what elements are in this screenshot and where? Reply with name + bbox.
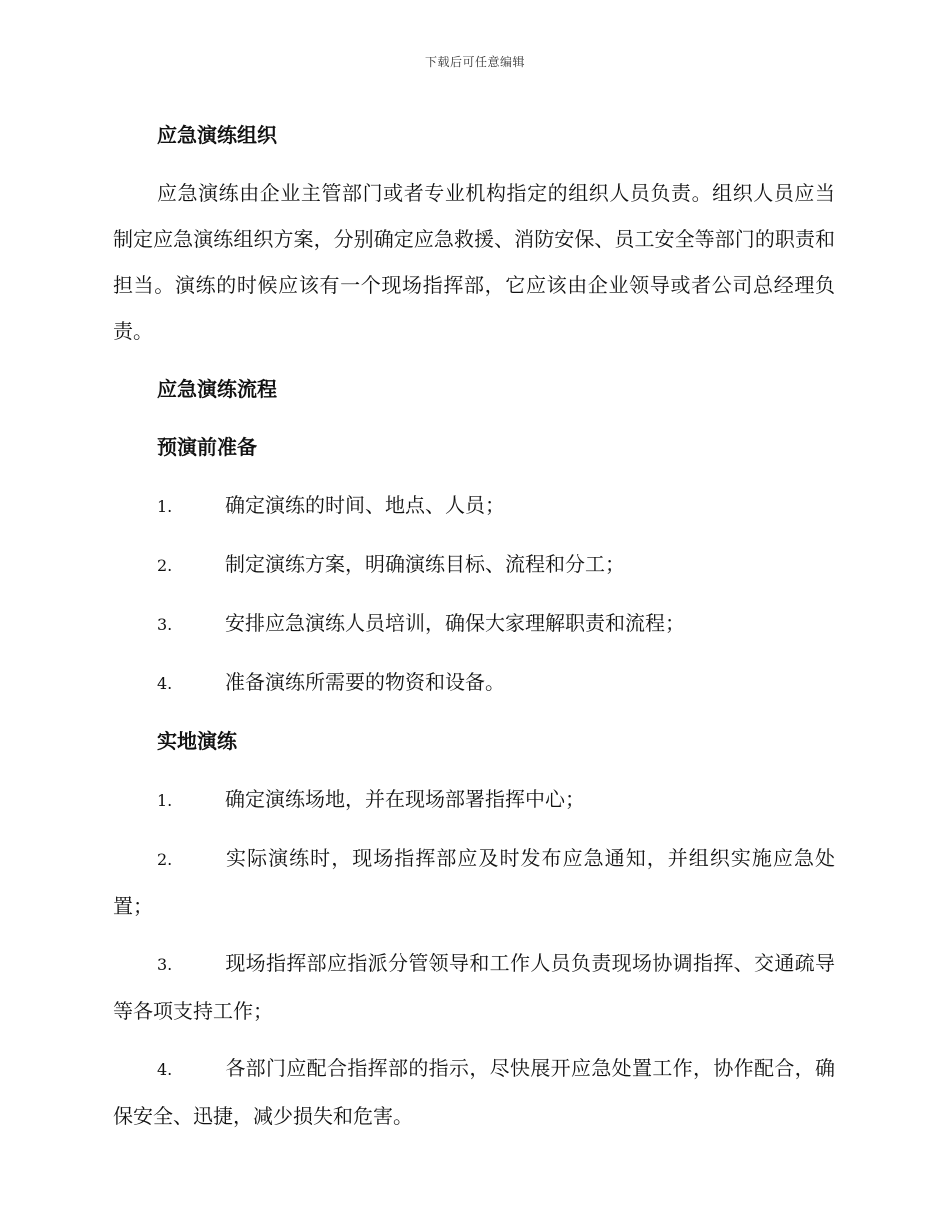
list-number: 3. — [157, 615, 173, 634]
list-item — [113, 940, 835, 1034]
list-number: 3. — [157, 955, 173, 974]
list-item — [113, 1045, 835, 1139]
subsection-title-preparation: 预演前准备 — [157, 435, 257, 459]
list-number: 2. — [157, 556, 173, 575]
list-number: 4. — [157, 1060, 173, 1079]
list-item — [113, 482, 835, 530]
section-title-organization: 应急演练组织 — [157, 123, 277, 147]
list-item — [113, 659, 835, 707]
list-text: 确定演练场地，并在现场部署指挥中心； — [225, 787, 585, 811]
section-title-process: 应急演练流程 — [157, 377, 277, 401]
list-text: 准备演练所需要的物资和设备。 — [225, 670, 505, 694]
list-item — [113, 600, 835, 648]
list-text: 安排应急演练人员培训，确保大家理解职责和流程； — [225, 611, 685, 635]
list-number: 1. — [157, 497, 173, 516]
list-number: 4. — [157, 674, 173, 693]
list-text: 各部门应配合指挥部的指示，尽快展开应急处置工作，协作配合，确保安全、迅捷，减少损失和危害。 — [113, 1056, 835, 1128]
list-number: 1. — [157, 791, 173, 810]
page-header-note: 下载后可任意编辑 — [424, 55, 525, 69]
list-number: 2. — [157, 850, 173, 869]
list-text: 制定演练方案，明确演练目标、流程和分工； — [225, 552, 625, 576]
organization-paragraph: 应急演练由企业主管部门或者专业机构指定的组织人员负责。组织人员应当制定应急演练组织方案，分别确定应急救援、消防安保、员工安全等部门的职责和担当。演练的时候应该有一个现场指挥部，它应该由企业领导或者公司总经理负责。 — [113, 181, 835, 343]
list-text: 确定演练的时间、地点、人员； — [225, 493, 505, 517]
document-body — [113, 112, 835, 1150]
list-text: 实际演练时，现场指挥部应及时发布应急通知，并组织实施应急处置； — [113, 846, 835, 918]
list-item — [113, 776, 835, 824]
subsection-title-field-drill: 实地演练 — [157, 729, 237, 753]
list-item — [113, 541, 835, 589]
list-item — [113, 835, 835, 929]
list-text: 现场指挥部应指派分管领导和工作人员负责现场协调指挥、交通疏导等各项支持工作； — [113, 951, 835, 1023]
